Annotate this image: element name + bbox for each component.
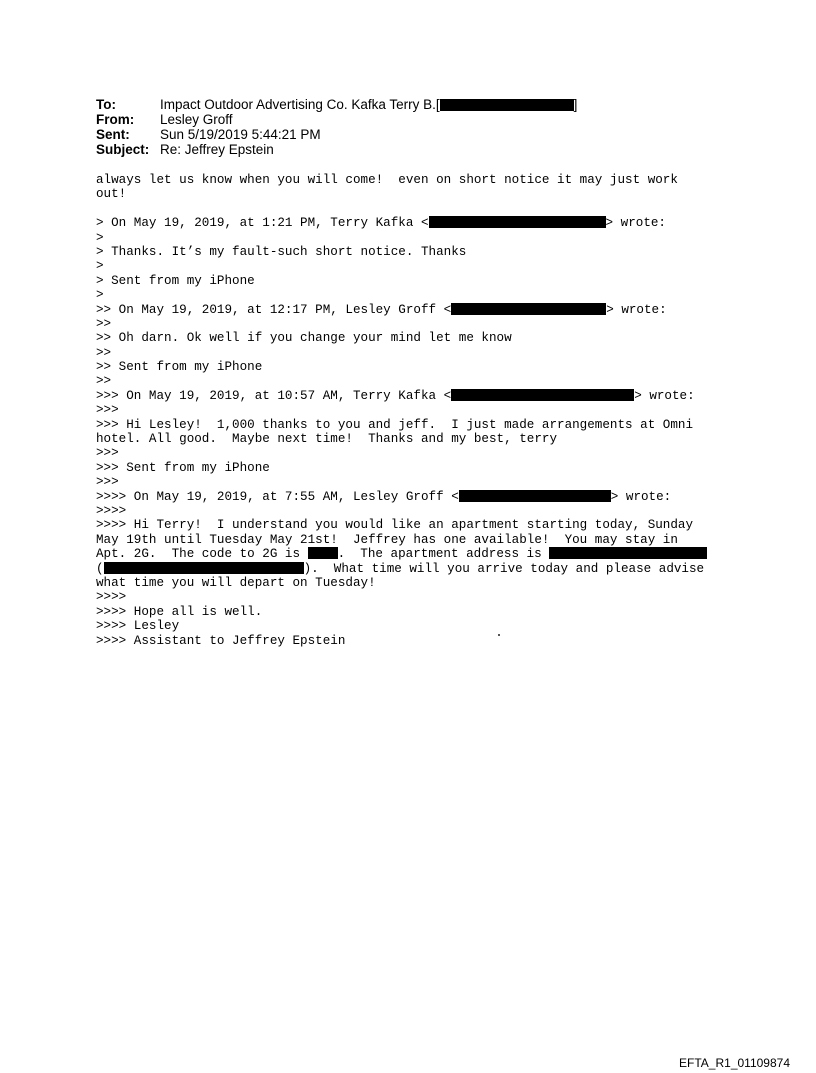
redaction-box (440, 99, 574, 111)
body-line: >>>> On May 19, 2019, at 7:55 AM, Lesley Groff < > wrote: (96, 489, 672, 504)
body-line: > (96, 259, 104, 274)
subject-label: Subject: (96, 142, 150, 157)
body-line: May 19th until Tuesday May 21st! Jeffrey has one available! You may stay in (96, 532, 678, 547)
body-line: >>> (96, 475, 119, 490)
document-id: EFTA_R1_01109874 (679, 1056, 790, 1070)
body-line: >>>> Hope all is well. (96, 604, 263, 619)
redaction-box (308, 547, 338, 559)
sent-value: Sun 5/19/2019 5:44:21 PM (160, 127, 321, 142)
redaction-box (429, 216, 606, 228)
sent-row (96, 127, 577, 142)
redaction-box (104, 562, 304, 574)
email-header (96, 97, 577, 157)
redaction-box (451, 303, 606, 315)
from-value: Lesley Groff (160, 112, 233, 127)
body-line: > On May 19, 2019, at 1:21 PM, Terry Kafka < > wrote: (96, 216, 666, 231)
blank-line (96, 202, 716, 216)
from-label: From: (96, 112, 135, 127)
to-label: To: (96, 97, 116, 112)
body-line: >>>> Hi Terry! I understand you would like an apartment starting today, Sunday (96, 518, 694, 533)
body-line: > (96, 288, 104, 303)
body-line: >> (96, 345, 112, 360)
body-line: >>> On May 19, 2019, at 10:57 AM, Terry Kafka < > wrote: (96, 388, 695, 403)
body-line: what time you will depart on Tuesday! (96, 575, 376, 590)
body-line: >>> (96, 403, 119, 418)
redaction-box (451, 389, 634, 401)
body-line: hotel. All good. Maybe next time! Thanks and my best, terry (96, 432, 558, 447)
body-line: >> Sent from my iPhone (96, 360, 263, 375)
body-line: > Thanks. It’s my fault-such short notice. Thanks (96, 244, 467, 259)
body-line: >> (96, 374, 112, 389)
body-line: >>>> Lesley (96, 619, 180, 634)
body-line: >>>> (96, 503, 127, 518)
body-line: >> On May 19, 2019, at 12:17 PM, Lesley Groff < > wrote: (96, 302, 667, 317)
body-line: >> Oh darn. Ok well if you change your mind let me know (96, 331, 512, 346)
body-line: Apt. 2G. The code to 2G is . The apartment address is (96, 547, 716, 561)
subject-row (96, 142, 577, 157)
email-body (96, 173, 716, 648)
body-line: >>> Hi Lesley! 1,000 thanks to you and jeff. I just made arrangements at Omni (96, 417, 694, 432)
redaction-box (549, 547, 707, 559)
body-line: >>> (96, 446, 119, 461)
body-line: >>> Sent from my iPhone (96, 460, 270, 475)
body-line: out! (96, 187, 127, 202)
from-row (96, 112, 577, 127)
to-row (96, 97, 577, 112)
redaction-box (459, 490, 611, 502)
body-line: >>>> (96, 590, 127, 605)
scan-speck (498, 634, 500, 636)
to-value: Impact Outdoor Advertising Co. Kafka Terry B.[ ] (160, 97, 578, 112)
subject-value: Re: Jeffrey Epstein (160, 142, 274, 157)
body-line: > Sent from my iPhone (96, 273, 255, 288)
sent-label: Sent: (96, 127, 130, 142)
body-line: ( ). What time will you arrive today and please advise (96, 561, 705, 576)
body-line: >> (96, 316, 112, 331)
body-line: > (96, 230, 104, 245)
body-line: >>>> Assistant to Jeffrey Epstein (96, 633, 346, 648)
body-line: always let us know when you will come! even on short notice it may just work (96, 173, 678, 187)
